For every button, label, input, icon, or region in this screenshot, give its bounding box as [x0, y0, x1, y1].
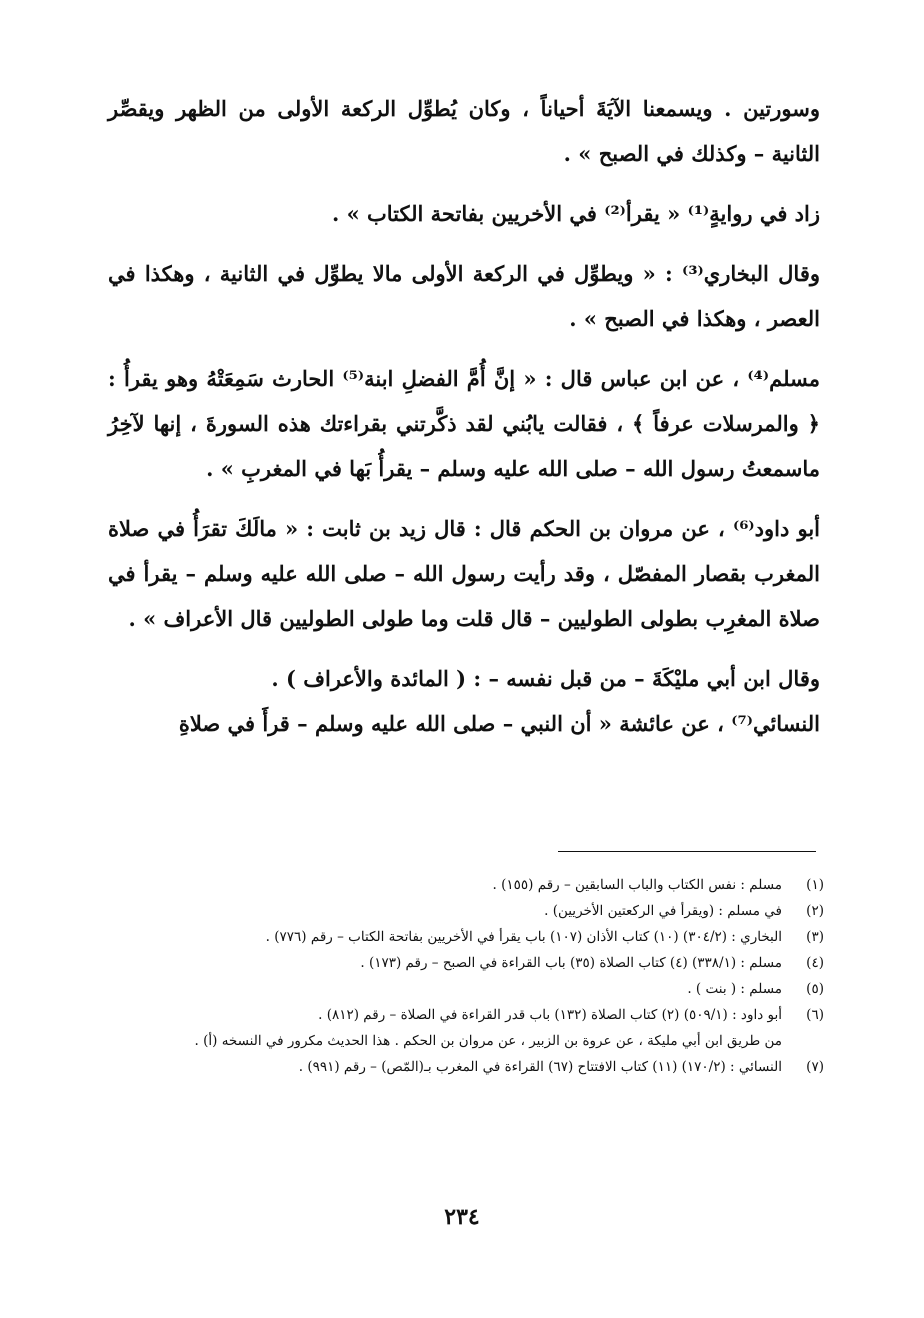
footnote-item	[108, 898, 824, 924]
paragraph-abu-dawud: أبو داود⁽⁶⁾ ، عن مروان بن الحكم قال : قال زيد بن ثابت : « مالَكَ تقرَأُ في صلاة المغرب بقصار المفصّل ، وقد رأيت رسول الله – صلى الله عليه وسلم – يقرأ في صلاة المغرِب بطولى الطوليين – قال قلت وما طولى الطوليين قال الأعراف » .	[108, 516, 820, 631]
footnote-text: مسلم : ( بنت ) .	[687, 981, 782, 997]
footnote-text: مسلم : (٣٣٨/١) (٤) كتاب الصلاة (٣٥) باب القراءة في الصبح – رقم (١٧٣) .	[360, 955, 782, 971]
footnote-item	[108, 950, 824, 976]
paragraph-riwaya: زاد في روايةٍ⁽¹⁾ « يقرأ⁽²⁾ في الأخريين بفاتحة الكتاب » .	[331, 201, 820, 226]
footnote-item	[108, 924, 824, 950]
footnote-number: (٥)	[806, 981, 824, 997]
footnote-number: (٤)	[806, 955, 824, 971]
footnote-text: البخاري : (٣٠٤/٢) (١٠) كتاب الأذان (١٠٧) باب يقرأ في الأخريين بفاتحة الكتاب – رقم (٧٧٦) .	[265, 929, 782, 945]
footnote-number: (٦)	[806, 1007, 824, 1023]
footnote-item	[108, 1002, 824, 1054]
footnote-text: النسائي : (١٧٠/٢) (١١) كتاب الافتتاح (٦٧) القراءة في المغرب بـ(المّص) – رقم (٩٩١) .	[298, 1059, 782, 1075]
footnote-item	[108, 872, 824, 898]
footnote-text: مسلم : نفس الكتاب والباب السابقين – رقم (١٥٥) .	[492, 877, 782, 893]
footnote-item	[108, 1054, 824, 1080]
paragraph-muslim: مسلم⁽⁴⁾ ، عن ابن عباس قال : « إنَّ أُمَّ الفضلِ ابنة⁽⁵⁾ الحارث سَمِعَتْهُ وهو يقرأُ : ﴿ والمرسلات عرفاً ﴾ ، فقالت يابُني لقد ذكَّرتني بقراءتك هذه السورةَ ، إنها لآخِرُ ماسمعتُ رسول الله – صلى الله عليه وسلم – يقرأُ بَها في المغربِ » .	[108, 366, 821, 481]
paragraph-ibn-abi-mulayka: وقال ابن أبي مليْكَةَ – من قبل نفسه – : ( المائدة والأعراف ) .	[271, 666, 820, 691]
footnote-text: في مسلم : (ويقرأ في الركعتين الأخريين) .	[544, 903, 782, 919]
footnote-number: (١)	[806, 877, 824, 893]
footnote-number: (٣)	[806, 929, 824, 945]
page-number: ٢٣٤	[444, 1204, 480, 1230]
footnote-number: (٢)	[806, 903, 824, 919]
footnote-number: (٧)	[806, 1059, 824, 1075]
paragraph-nasai: النسائي⁽⁷⁾ ، عن عائشة « أن النبي – صلى الله عليه وسلم – قرأَ في صلاةِ	[178, 711, 820, 736]
paragraph-bukhari: وقال البخاري⁽³⁾ : « ويطوِّل في الركعة الأولى مالا يطوِّل في الثانية ، وهكذا في العصر ، وهكذا في الصبح » .	[108, 261, 820, 331]
footnote-text: أبو داود : (٥٠٩/١) (٢) كتاب الصلاة (١٣٢) باب قدر القراءة في الصلاة – رقم (٨١٢) . من طريق ابن أبي مليكة ، عن عروة بن الزبير ، عن مروان بن الحكم . هذا الحديث مكرور في النسخه (أ) .	[194, 1007, 782, 1049]
paragraph-continuation: وسورتين . ويسمعنا الآيَةَ أحياناً ، وكان يُطوِّل الركعة الأولى من الظهر ويقصِّر الثانية – وكذلك في الصبح » .	[108, 96, 820, 166]
footnote-item	[108, 976, 824, 1002]
main-text	[108, 86, 820, 746]
footnote-divider	[558, 851, 816, 852]
footnotes	[108, 872, 824, 1080]
